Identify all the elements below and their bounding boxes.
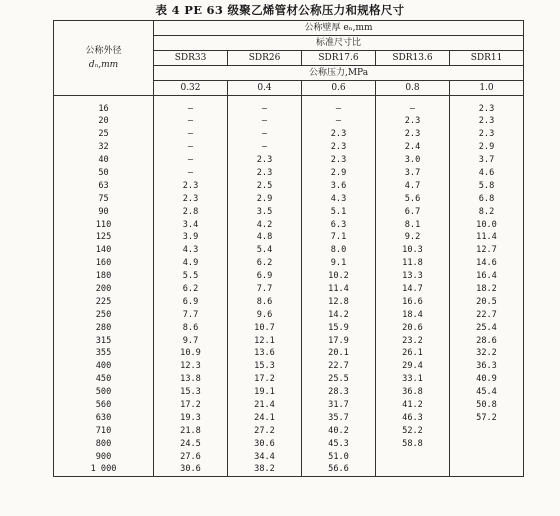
wall-thickness-cell: 4.2 (228, 218, 302, 231)
wall-thickness-cell: 4.8 (228, 231, 302, 244)
wall-thickness-cell: 4.9 (154, 257, 228, 270)
wall-thickness-cell: 12.3 (154, 360, 228, 373)
outer-diameter-cell: 180 (54, 270, 154, 283)
wall-thickness-cell: — (154, 128, 228, 141)
table-row (54, 179, 524, 192)
wall-thickness-cell: 2.3 (302, 154, 376, 167)
table-row (54, 463, 524, 476)
wall-thickness-cell: 22.7 (302, 360, 376, 373)
outer-diameter-cell: 90 (54, 205, 154, 218)
wall-thickness-cell: 16.4 (450, 270, 524, 283)
wall-thickness-cell (450, 463, 524, 476)
table-row (54, 308, 524, 321)
wall-thickness-cell: 52.2 (376, 424, 450, 437)
wall-thickness-cell: 20.6 (376, 321, 450, 334)
wall-thickness-cell: 27.6 (154, 450, 228, 463)
table-header (54, 21, 524, 96)
table-row (54, 205, 524, 218)
wall-thickness-cell: 35.7 (302, 411, 376, 424)
wall-thickness-cell: 4.6 (450, 167, 524, 180)
outer-diameter-cell: 110 (54, 218, 154, 231)
wall-thickness-cell: 2.3 (302, 141, 376, 154)
wall-thickness-cell: 8.6 (228, 295, 302, 308)
wall-thickness-cell: 36.8 (376, 386, 450, 399)
pressure-header-cell: 0.4 (228, 81, 302, 96)
wall-thickness-cell: 10.0 (450, 218, 524, 231)
outer-diameter-cell: 560 (54, 399, 154, 412)
wall-thickness-cell: 38.2 (228, 463, 302, 476)
outer-diameter-cell: 800 (54, 437, 154, 450)
wall-thickness-cell: 10.2 (302, 270, 376, 283)
wall-thickness-cell: 17.9 (302, 334, 376, 347)
sdr-header-cell: SDR13.6 (376, 51, 450, 66)
wall-thickness-cell: 45.4 (450, 386, 524, 399)
wall-thickness-cell: 28.3 (302, 386, 376, 399)
wall-thickness-cell: 3.6 (302, 179, 376, 192)
wall-thickness-cell: 2.9 (450, 141, 524, 154)
wall-thickness-cell: 8.1 (376, 218, 450, 231)
wall-thickness-cell: 13.8 (154, 373, 228, 386)
sdr-header-cell: SDR26 (228, 51, 302, 66)
table-row (54, 411, 524, 424)
wall-thickness-cell: 18.4 (376, 308, 450, 321)
wall-thickness-cell: 6.9 (154, 295, 228, 308)
outer-diameter-cell: 355 (54, 347, 154, 360)
wall-thickness-cell: 11.4 (450, 231, 524, 244)
outer-diameter-cell: 25 (54, 128, 154, 141)
outer-diameter-cell: 710 (54, 424, 154, 437)
outer-diameter-cell: 450 (54, 373, 154, 386)
table-row (54, 386, 524, 399)
wall-thickness-cell: 19.3 (154, 411, 228, 424)
table-row (54, 218, 524, 231)
wall-thickness-cell: 8.6 (154, 321, 228, 334)
wall-thickness-cell (450, 424, 524, 437)
wall-thickness-cell: 15.3 (228, 360, 302, 373)
wall-thickness-cell: 3.0 (376, 154, 450, 167)
wall-thickness-cell: 13.3 (376, 270, 450, 283)
wall-thickness-cell: 2.3 (376, 115, 450, 128)
sdr-header-cell: SDR17.6 (302, 51, 376, 66)
wall-thickness-cell: — (228, 115, 302, 128)
wall-thickness-cell: 2.9 (302, 167, 376, 180)
wall-thickness-cell: 4.3 (154, 244, 228, 257)
wall-thickness-cell: 9.7 (154, 334, 228, 347)
outer-diameter-cell: 63 (54, 179, 154, 192)
wall-thickness-cell: 2.3 (302, 128, 376, 141)
wall-thickness-cell: 6.3 (302, 218, 376, 231)
outer-diameter-cell: 125 (54, 231, 154, 244)
outer-diameter-cell: 40 (54, 154, 154, 167)
table-row (54, 399, 524, 412)
wall-thickness-cell: 2.9 (228, 192, 302, 205)
wall-thickness-cell: 12.1 (228, 334, 302, 347)
outer-diameter-cell: 75 (54, 192, 154, 205)
wall-thickness-cell: 6.2 (228, 257, 302, 270)
wall-thickness-cell: 11.4 (302, 283, 376, 296)
wall-thickness-cell: 2.3 (450, 96, 524, 116)
wall-thickness-cell: 12.8 (302, 295, 376, 308)
wall-thickness-cell: 29.4 (376, 360, 450, 373)
outer-diameter-cell: 32 (54, 141, 154, 154)
outer-diameter-header (54, 21, 154, 96)
wall-thickness-cell: — (228, 141, 302, 154)
wall-thickness-cell: 21.8 (154, 424, 228, 437)
table-row (54, 141, 524, 154)
wall-thickness-cell: 7.7 (228, 283, 302, 296)
wall-thickness-cell: 5.5 (154, 270, 228, 283)
outer-diameter-cell: 20 (54, 115, 154, 128)
wall-thickness-cell: — (302, 96, 376, 116)
wall-thickness-header: 公称壁厚 eₙ,mm (154, 21, 524, 36)
outer-diameter-cell: 1 000 (54, 463, 154, 476)
wall-thickness-cell: 8.0 (302, 244, 376, 257)
wall-thickness-cell: 7.1 (302, 231, 376, 244)
wall-thickness-cell: 9.6 (228, 308, 302, 321)
wall-thickness-cell: 36.3 (450, 360, 524, 373)
table-row (54, 283, 524, 296)
table-row (54, 295, 524, 308)
wall-thickness-cell: 30.6 (154, 463, 228, 476)
wall-thickness-cell: 23.2 (376, 334, 450, 347)
wall-thickness-cell: 56.6 (302, 463, 376, 476)
wall-thickness-cell: 31.7 (302, 399, 376, 412)
wall-thickness-cell: 19.1 (228, 386, 302, 399)
wall-thickness-cell (450, 437, 524, 450)
wall-thickness-cell: 34.4 (228, 450, 302, 463)
wall-thickness-cell: 2.3 (154, 192, 228, 205)
outer-diameter-unit: dₙ,mm (88, 60, 119, 70)
wall-thickness-cell (450, 450, 524, 463)
wall-thickness-cell: 2.3 (228, 154, 302, 167)
outer-diameter-cell: 315 (54, 334, 154, 347)
wall-thickness-cell: 46.3 (376, 411, 450, 424)
wall-thickness-cell: — (154, 115, 228, 128)
wall-thickness-cell: 15.3 (154, 386, 228, 399)
wall-thickness-cell: 2.3 (376, 128, 450, 141)
table-row (54, 167, 524, 180)
wall-thickness-cell: 17.2 (154, 399, 228, 412)
wall-thickness-cell: — (228, 96, 302, 116)
table-row (54, 424, 524, 437)
wall-thickness-cell: 11.8 (376, 257, 450, 270)
wall-thickness-cell: 14.6 (450, 257, 524, 270)
wall-thickness-cell: 5.1 (302, 205, 376, 218)
wall-thickness-cell: 25.4 (450, 321, 524, 334)
wall-thickness-cell: 28.6 (450, 334, 524, 347)
wall-thickness-cell: 10.9 (154, 347, 228, 360)
wall-thickness-cell: 9.2 (376, 231, 450, 244)
wall-thickness-cell: — (154, 96, 228, 116)
table-row (54, 192, 524, 205)
wall-thickness-cell: 57.2 (450, 411, 524, 424)
table-row (54, 115, 524, 128)
wall-thickness-cell: 6.8 (450, 192, 524, 205)
outer-diameter-cell: 160 (54, 257, 154, 270)
wall-thickness-cell: 2.8 (154, 205, 228, 218)
wall-thickness-cell: 7.7 (154, 308, 228, 321)
wall-thickness-cell: — (302, 115, 376, 128)
wall-thickness-cell: 41.2 (376, 399, 450, 412)
wall-thickness-cell: 3.7 (376, 167, 450, 180)
wall-thickness-cell: 5.6 (376, 192, 450, 205)
wall-thickness-cell: 58.8 (376, 437, 450, 450)
wall-thickness-cell: 50.8 (450, 399, 524, 412)
wall-thickness-cell: 21.4 (228, 399, 302, 412)
wall-thickness-cell: 2.3 (228, 167, 302, 180)
wall-thickness-cell: 2.3 (450, 128, 524, 141)
wall-thickness-cell (376, 463, 450, 476)
wall-thickness-cell: 22.7 (450, 308, 524, 321)
wall-thickness-cell: 26.1 (376, 347, 450, 360)
wall-thickness-cell: 20.5 (450, 295, 524, 308)
wall-thickness-cell: 16.6 (376, 295, 450, 308)
wall-thickness-cell: 4.3 (302, 192, 376, 205)
outer-diameter-cell: 225 (54, 295, 154, 308)
table-row (54, 437, 524, 450)
pressure-header-cell: 0.6 (302, 81, 376, 96)
wall-thickness-cell: 18.2 (450, 283, 524, 296)
table-row (54, 450, 524, 463)
wall-thickness-cell: 2.4 (376, 141, 450, 154)
table-row (54, 128, 524, 141)
wall-thickness-cell: 45.3 (302, 437, 376, 450)
table-row (54, 257, 524, 270)
wall-thickness-cell: 24.1 (228, 411, 302, 424)
wall-thickness-cell: 4.7 (376, 179, 450, 192)
wall-thickness-cell: — (376, 96, 450, 116)
wall-thickness-cell: — (228, 128, 302, 141)
wall-thickness-cell: 32.2 (450, 347, 524, 360)
table-row (54, 154, 524, 167)
wall-thickness-cell: 13.6 (228, 347, 302, 360)
table-body (54, 96, 524, 477)
wall-thickness-cell: 8.2 (450, 205, 524, 218)
wall-thickness-cell (376, 450, 450, 463)
table-row (54, 321, 524, 334)
wall-thickness-cell: — (154, 154, 228, 167)
wall-thickness-cell: 30.6 (228, 437, 302, 450)
wall-thickness-cell: 3.4 (154, 218, 228, 231)
wall-thickness-cell: 6.2 (154, 283, 228, 296)
sdr-header-cell: SDR33 (154, 51, 228, 66)
wall-thickness-cell: 3.5 (228, 205, 302, 218)
outer-diameter-cell: 50 (54, 167, 154, 180)
table-row (54, 244, 524, 257)
wall-thickness-cell: 6.9 (228, 270, 302, 283)
table-row (54, 96, 524, 116)
outer-diameter-cell: 630 (54, 411, 154, 424)
wall-thickness-cell: 14.7 (376, 283, 450, 296)
outer-diameter-cell: 200 (54, 283, 154, 296)
table-row (54, 231, 524, 244)
table-title: 表 4 PE 63 级聚乙烯管材公称压力和规格尺寸 (155, 3, 405, 17)
wall-thickness-cell: — (154, 167, 228, 180)
outer-diameter-cell: 140 (54, 244, 154, 257)
wall-thickness-cell: 9.1 (302, 257, 376, 270)
sdr-group-header: 标准尺寸比 (154, 36, 524, 51)
wall-thickness-cell: 12.7 (450, 244, 524, 257)
wall-thickness-cell: 40.9 (450, 373, 524, 386)
sdr-header-cell: SDR11 (450, 51, 524, 66)
pressure-group-header: 公称压力,MPa (154, 66, 524, 81)
wall-thickness-cell: 3.9 (154, 231, 228, 244)
table-row (54, 360, 524, 373)
table-row (54, 334, 524, 347)
wall-thickness-cell: 5.4 (228, 244, 302, 257)
pressure-header-cell: 0.8 (376, 81, 450, 96)
wall-thickness-cell: 24.5 (154, 437, 228, 450)
outer-diameter-cell: 500 (54, 386, 154, 399)
outer-diameter-cell: 900 (54, 450, 154, 463)
pipe-spec-table (53, 20, 524, 477)
outer-diameter-cell: 280 (54, 321, 154, 334)
wall-thickness-cell: 2.3 (154, 179, 228, 192)
wall-thickness-cell: 2.5 (228, 179, 302, 192)
wall-thickness-cell: 10.3 (376, 244, 450, 257)
table-row (54, 373, 524, 386)
wall-thickness-cell: 2.3 (450, 115, 524, 128)
wall-thickness-cell: 5.8 (450, 179, 524, 192)
wall-thickness-cell: 40.2 (302, 424, 376, 437)
wall-thickness-cell: 20.1 (302, 347, 376, 360)
wall-thickness-cell: 10.7 (228, 321, 302, 334)
outer-diameter-label: 公称外径 (85, 46, 122, 56)
wall-thickness-cell: 33.1 (376, 373, 450, 386)
outer-diameter-cell: 16 (54, 96, 154, 116)
outer-diameter-cell: 250 (54, 308, 154, 321)
wall-thickness-cell: 15.9 (302, 321, 376, 334)
wall-thickness-cell: 51.0 (302, 450, 376, 463)
wall-thickness-cell: — (154, 141, 228, 154)
wall-thickness-cell: 14.2 (302, 308, 376, 321)
table-row (54, 347, 524, 360)
pressure-header-cell: 1.0 (450, 81, 524, 96)
pressure-header-cell: 0.32 (154, 81, 228, 96)
table-row (54, 270, 524, 283)
wall-thickness-cell: 3.7 (450, 154, 524, 167)
wall-thickness-cell: 27.2 (228, 424, 302, 437)
wall-thickness-cell: 6.7 (376, 205, 450, 218)
wall-thickness-cell: 25.5 (302, 373, 376, 386)
outer-diameter-cell: 400 (54, 360, 154, 373)
wall-thickness-cell: 17.2 (228, 373, 302, 386)
